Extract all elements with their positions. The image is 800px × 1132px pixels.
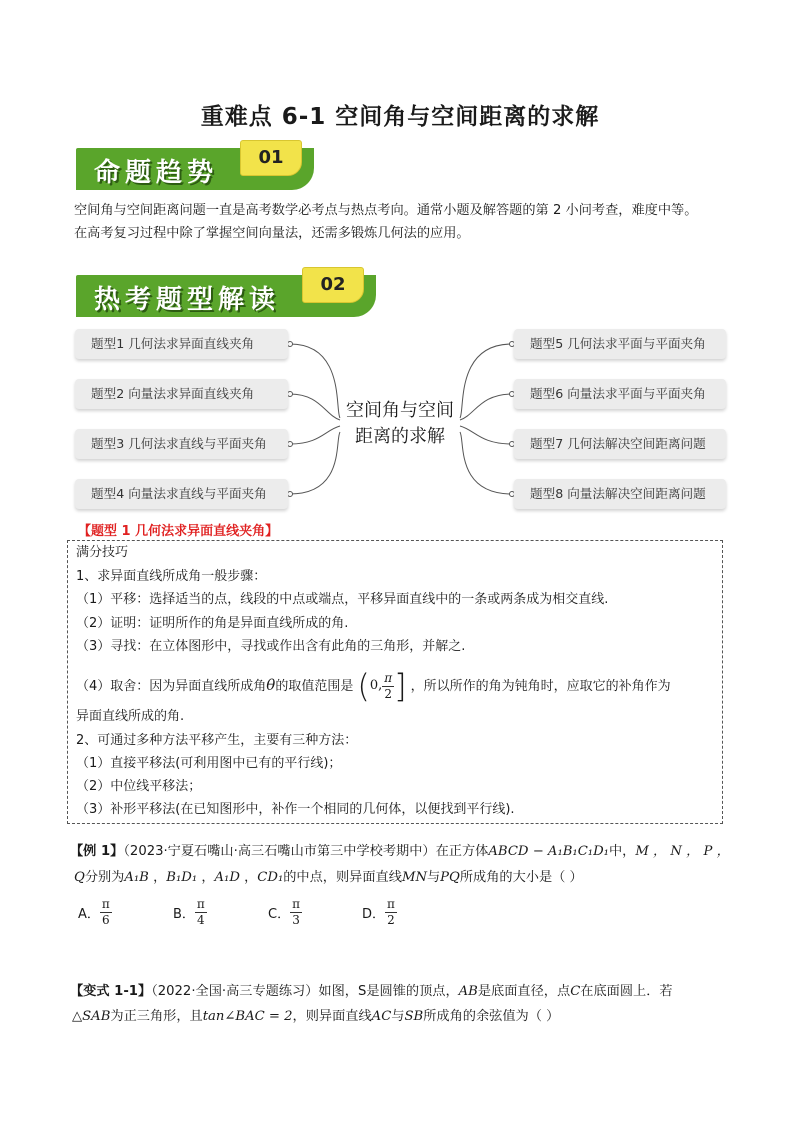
banner-hot-types-label: 热考题型解读: [94, 285, 281, 315]
segment-a1b: A₁B: [124, 870, 149, 885]
option-a-label: A．: [78, 907, 100, 922]
tips-title: 满分技巧: [76, 545, 129, 560]
variant1-text-f: ，则异面直线: [292, 1009, 372, 1024]
tips-line-3: （2）证明：证明所作的角是异面直线所成的角.: [76, 616, 349, 631]
option-b-fraction: $\frac{\pi}{4}$: [196, 897, 205, 927]
mindmap-connectors: [0, 0, 800, 560]
banner-trend-label: 命题趋势: [94, 158, 219, 188]
mindmap-item-type1: 题型1 几何法求异面直线夹角: [75, 329, 288, 359]
variant1-line-1: [70, 980, 673, 1004]
tips-line-10: （3）补形平移法(在已知图形中，补作一个相同的几何体，以便找到平行线).: [76, 802, 515, 817]
variant1-text-c: 是底面直径，点: [477, 984, 571, 999]
banner-hot-types-number: 02: [302, 267, 364, 303]
variant1-text-e: 为正三角形，且: [110, 1009, 203, 1024]
triangle-sab: △SAB: [72, 1009, 111, 1024]
tips-line-4: （3）寻找：在立体图形中，寻找或作出含有此角的三角形，并解之.: [76, 639, 466, 654]
variant1-text-g: 所成角的余弦值为（ ）: [423, 1009, 560, 1024]
intro-line-2: 在高考复习过程中除了掌握空间向量法，还需多锻炼几何法的应用。: [74, 226, 470, 241]
option-c-fraction: $\frac{\pi}{3}$: [292, 897, 300, 927]
range-interval: (0, $\frac{\pi}{2}$ ]: [357, 667, 407, 706]
tips-line-5-part-b: 的取值范围是: [275, 679, 354, 694]
tips-line-1: 1、求异面直线所成角一般步骤：: [76, 569, 267, 584]
mindmap-item-type6: 题型6 向量法求平面与平面夹角: [514, 379, 726, 409]
tips-line-7: 2、可通过多种方法平移产生，主要有三种方法：: [76, 733, 358, 748]
variant1-with: 与: [391, 1009, 405, 1024]
page-title: 重难点 6-1 空间角与空间距离的求解: [200, 104, 600, 130]
segment-b1d1: B₁D₁: [166, 870, 198, 885]
option-a-fraction: $\frac{\pi}{6}$: [101, 897, 110, 927]
segment-ab: AB: [458, 984, 478, 999]
tips-line-9: （2）中位线平移法；: [76, 779, 202, 794]
variant1-text-d: 在底面圆上．若: [580, 984, 673, 999]
tips-line-5-part-a: （4）取舍：因为异面直线所成角: [76, 679, 267, 694]
option-b[interactable]: [173, 897, 207, 928]
mindmap-center-line-1: 空间角与空间: [346, 400, 454, 421]
option-d[interactable]: [362, 897, 397, 928]
segment-a1d: A₁D: [214, 870, 240, 885]
line-mn: MN: [401, 870, 427, 885]
option-c-label: C．: [268, 907, 291, 922]
example1-tag: 【例 1】: [70, 844, 124, 859]
mindmap-center-line-2: 距离的求解: [355, 426, 445, 447]
intro-line-1: 空间角与空间距离问题一直是高考数学必考点与热点考向。通常小题及解答题的第 2 小问考查，难度中等。: [74, 203, 698, 218]
mindmap-item-type8: 题型8 向量法解决空间距离问题: [514, 479, 726, 509]
line-sb: SB: [404, 1009, 424, 1024]
tips-line-5: [76, 662, 671, 710]
section-heading-type1: 【题型 1 几何法求异面直线夹角】: [78, 524, 279, 539]
example1-line-1: [70, 840, 730, 864]
tips-box: [67, 540, 723, 824]
option-b-label: B．: [173, 907, 195, 922]
variant1-text-a: （2022·全国·高三专题练习）如图，: [151, 984, 358, 999]
theta-symbol: θ: [266, 676, 276, 694]
segment-cd1: CD₁: [257, 870, 284, 885]
example1-text-c: 所成角的大小是（ ）: [459, 870, 583, 885]
mindmap-item-type4: 题型4 向量法求直线与平面夹角: [75, 479, 288, 509]
option-c[interactable]: [268, 897, 302, 928]
option-a[interactable]: [78, 897, 112, 928]
tips-line-8: （1）直接平移法(可利用图中已有的平行线)；: [76, 756, 342, 771]
mindmap-item-type3: 题型3 几何法求直线与平面夹角: [75, 429, 288, 459]
tan-condition: tan∠BAC = 2: [202, 1009, 293, 1024]
example1-text-a: 分别为: [84, 870, 125, 885]
mindmap-item-type7: 题型7 几何法解决空间距离问题: [514, 429, 726, 459]
mindmap-center: [325, 398, 475, 450]
mindmap-item-type2: 题型2 向量法求异面直线夹角: [75, 379, 288, 409]
example1-with: 与: [426, 870, 441, 885]
point-s: S: [357, 984, 367, 999]
example1-source: （2023·宁夏石嘴山·高三石嘴山市第三中学校考期中）在正方体: [123, 844, 489, 859]
point-q: Q: [74, 870, 85, 885]
line-ac: AC: [371, 1009, 392, 1024]
tips-line-5-part-c: ，所以所作的角为钝角时，应取它的补角作为: [410, 679, 671, 694]
banner-trend-number: 01: [240, 140, 302, 176]
variant1-tag: 【变式 1-1】: [70, 984, 152, 999]
cube-name: ABCD − A₁B₁C₁D₁: [488, 844, 609, 859]
example1-text-b: 的中点，则异面直线: [283, 870, 402, 885]
tips-line-6: 异面直线所成的角.: [76, 709, 185, 724]
point-c: C: [570, 984, 581, 999]
points-mnp: M ， N ， P ，: [635, 844, 730, 859]
option-d-label: D．: [362, 907, 386, 922]
option-d-fraction: $\frac{\pi}{2}$: [387, 897, 395, 927]
tips-line-2: （1）平移：选择适当的点，线段的中点或端点，平移异面直线中的一条或两条成为相交直线.: [76, 592, 609, 607]
line-pq: PQ: [440, 870, 460, 885]
variant1-text-b: 是圆锥的顶点，: [366, 984, 459, 999]
mindmap-item-type5: 题型5 几何法求平面与平面夹角: [514, 329, 726, 359]
example1-mid: 中，: [608, 844, 636, 859]
example1-line-2: Q分别为A₁B ，B₁D₁ ，A₁D ，CD₁的中点，则异面直线MN与PQ所成角的大小是（ ）: [74, 870, 583, 885]
variant1-line-2: [72, 1005, 559, 1029]
